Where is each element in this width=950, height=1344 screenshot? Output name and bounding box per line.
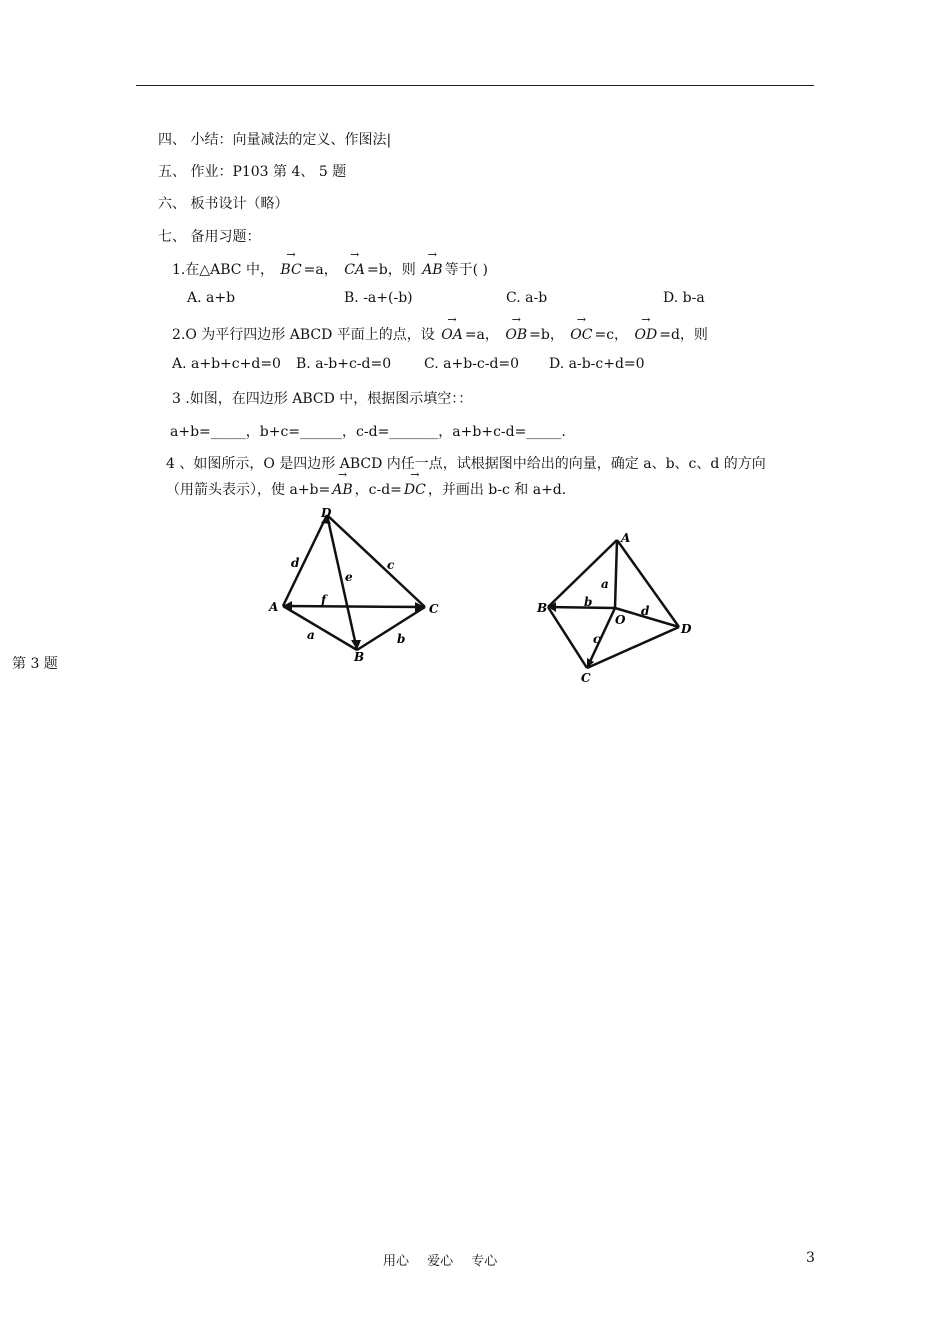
fig1-label-c: c <box>387 558 395 572</box>
question-4-line-1: 4 、如图所示，O 是四边形 ABCD 内任一点，试根据图中给出的向量，确定 a、b、c、d 的方向 <box>166 456 766 472</box>
q2-option-a: A. a+b+c+d=0 <box>172 356 281 372</box>
q1-prefix: 1.在△ABC 中， <box>172 262 274 278</box>
fig2-label-c: c <box>593 632 601 646</box>
vector-ob: → OB <box>505 321 527 343</box>
fig1-label-a: a <box>307 628 315 642</box>
vector-bc: → BC <box>280 256 301 278</box>
question-2 <box>172 321 708 344</box>
vector-ab-q4: → AB <box>332 476 352 498</box>
vector-dc-q4: → DC <box>404 476 426 498</box>
board-design-line: 六、 板书设计（略） <box>158 196 289 212</box>
summary-line: 四、 小结：向量减法的定义、作图法| <box>158 132 392 148</box>
fig2-label-a: a <box>601 577 609 591</box>
q2-option-b: B. a-b+c-d=0 <box>296 356 392 372</box>
question-3: 3 .如图，在四边形 ABCD 中，根据图示填空：： <box>172 391 473 407</box>
fig2-label-D: D <box>681 622 692 636</box>
q4-text-b: ，c-d= <box>354 482 402 498</box>
fig2-label-B: B <box>537 601 548 615</box>
page-number: 3 <box>806 1250 815 1266</box>
q4-text-c: ，并画出 b-c 和 a+d. <box>427 482 567 498</box>
spare-exercises-title: 七、 备用习题： <box>158 229 261 245</box>
figure-4-diagram <box>535 530 705 685</box>
homework-line: 五、 作业：P103 第 4、 5 题 <box>158 164 347 180</box>
fig1-label-A: A <box>269 600 279 614</box>
header-rule <box>136 85 814 86</box>
vector-oa: → OA <box>441 321 463 343</box>
q4-text-a: （用箭头表示），使 a+b= <box>166 482 331 498</box>
fig2-label-b: b <box>584 595 593 609</box>
q2-prefix: 2.O 为平行四边形 ABCD 平面上的点，设 <box>172 327 435 343</box>
vector-ab: → AB <box>422 256 442 278</box>
figure-3-diagram <box>265 505 445 665</box>
q1-option-b: B. -a+(-b) <box>344 290 413 306</box>
q1-t1: =a， <box>303 262 338 278</box>
fig1-label-b: b <box>397 632 406 646</box>
q2-option-c: C. a+b-c-d=0 <box>424 356 520 372</box>
fig2-label-A: A <box>621 531 631 545</box>
vector-ca: → CA <box>344 256 365 278</box>
q2-t1: =a， <box>464 327 499 343</box>
q2-t4: =d，则 <box>659 327 708 343</box>
q1-option-d: D. b-a <box>663 290 705 306</box>
q1-option-c: C. a-b <box>506 290 548 306</box>
fig1-label-f: f <box>321 593 327 607</box>
fig1-label-d: d <box>291 556 300 570</box>
q1-option-a: A. a+b <box>187 290 236 306</box>
question-1 <box>172 256 488 279</box>
fig2-label-C: C <box>581 671 591 685</box>
q2-option-d: D. a-b-c+d=0 <box>549 356 645 372</box>
q1-t2: =b，则 <box>367 262 416 278</box>
fig1-label-D: D <box>321 506 332 520</box>
fig1-label-e: e <box>345 570 353 584</box>
q2-t3: =c， <box>594 327 629 343</box>
vector-od: → OD <box>635 321 658 343</box>
q1-t3: 等于( ) <box>444 262 488 278</box>
question-4-line-2 <box>166 476 566 499</box>
fig1-label-C: C <box>429 602 439 616</box>
vector-oc: → OC <box>570 321 592 343</box>
fig2-label-O: O <box>615 613 626 627</box>
question-3-fill: a+b=_____，b+c=______，c-d=_______，a+b+c-d=_____. <box>170 424 566 440</box>
q2-t2: =b， <box>529 327 564 343</box>
fig2-label-d: d <box>641 604 650 618</box>
fig1-label-B: B <box>354 650 365 664</box>
figure-caption: 第 3 题 <box>12 656 58 672</box>
page-footer: 用心 爱心 专心 <box>383 1254 498 1269</box>
